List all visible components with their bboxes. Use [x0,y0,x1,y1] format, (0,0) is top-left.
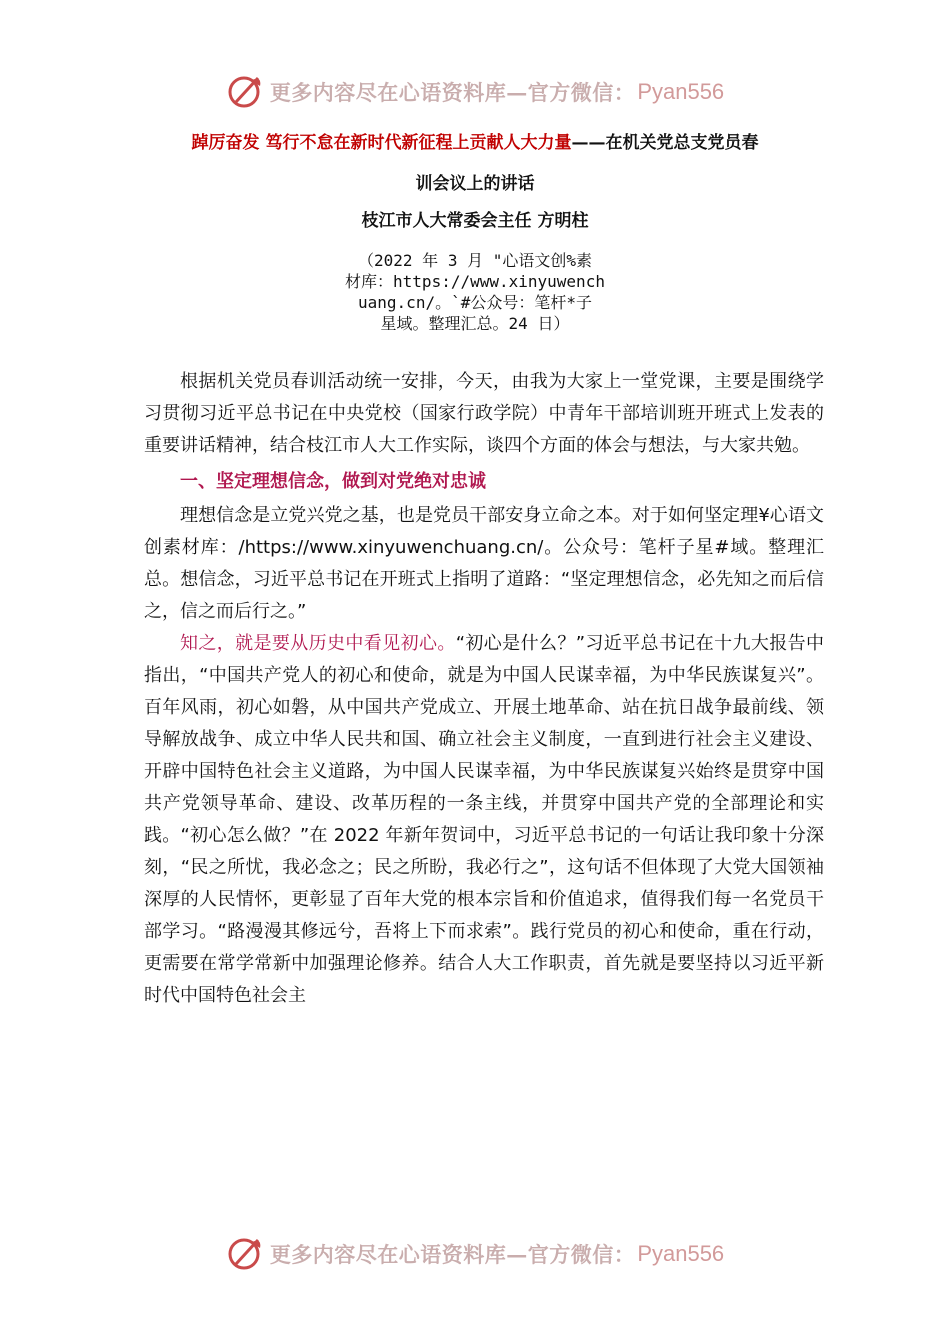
title-main: 踔厉奋发 笃行不怠在新时代新征程上贡献人大力量 [191,133,572,153]
banner-wechat-id: Pyan556 [637,1241,725,1266]
author-line: 枝江市人大常委会主任 方明柱 [361,211,589,231]
paragraph-original-aspiration [144,628,824,1012]
body-content [144,366,824,1012]
paragraph-lead-phrase: 知之，就是要从历史中看见初心。 [180,633,456,654]
date-note-line: uang.cn/。`#公众号：笔杆*子 [358,293,592,312]
quill-logo-icon [226,72,266,112]
intro-paragraph: 根据机关党员春训活动统一安排，今天，由我为大家上一堂党课，主要是围绕学习贯彻习近平总书记在中央党校（国家行政学院）中青年干部培训班开班式上发表的重要讲话精神，结合枝江市人大工作实际，谈四个方面的体会与想法，与大家共勉。 [144,371,824,456]
date-note [325,250,625,334]
title-subtitle: ——在机关党总支党员春 [571,133,759,153]
document-title [100,132,850,154]
date-note-line: 材库：https://www.xinyuwench [345,272,605,291]
title-line-2: 训会议上的讲话 [415,174,535,194]
banner-text: 更多内容尽在心语资料库—官方微信： [269,1242,636,1267]
section-heading-1: 一、坚定理想信念，做到对党绝对忠诚 [180,471,486,492]
date-note-line: （2022 年 3 月 "心语文创%素 [358,251,592,270]
banner-text: 更多内容尽在心语资料库—官方微信： [269,80,636,105]
banner-wechat-id: Pyan556 [637,79,725,104]
paragraph-ideals: 理想信念是立党兴党之基，也是党员干部安身立命之本。对于如何坚定理¥心语文创素材库：/https://www.xinyuwenchuang.cn/。公众号：笔杆子星#域。整理汇总。想信念，习近平总书记在开班式上指明了道路：“坚定理想信念，必先知之而后信之，信之而后行之。” [144,505,824,622]
header-banner [0,70,950,114]
paragraph-body: “初心是什么？”习近平总书记在十九大报告中指出，“中国共产党人的初心和使命，就是为中国人民谋幸福，为中华民族谋复兴”。百年风雨，初心如磐，从中国共产党成立、开展土地革命、站在抗日战争最前线、领导解放战争、成立中华人民共和国、确立社会主义制度，一直到进行社会主义建设、开辟中国特色社会主义道路，为中国人民谋幸福，为中华民族谋复兴始终是贯穿中国共产党领导革命、建设、改革历程的一条主线，并贯穿中国共产党的全部理论和实践。“初心怎么做？”在 2022 年新年贺词中，习近平总书记的一句话让我印象十分深刻，“民之所忧，我必念之；民之所盼，我必行之”，这句话不但体现了大党大国领袖深厚的人民情怀，更彰显了百年大党的根本宗旨和价值追求，值得我们每一名党员干部学习。“路漫漫其修远兮，吾将上下而求索”。践行党员的初心和使命，重在行动，更需要在常学常新中加强理论修养。结合人大工作职责，首先就是要坚持以习近平新时代中国特色社会主 [144,633,824,1006]
date-note-line: 星域。整理汇总。24 日） [380,314,570,333]
quill-logo-icon [226,1234,266,1274]
footer-banner [0,1232,950,1276]
